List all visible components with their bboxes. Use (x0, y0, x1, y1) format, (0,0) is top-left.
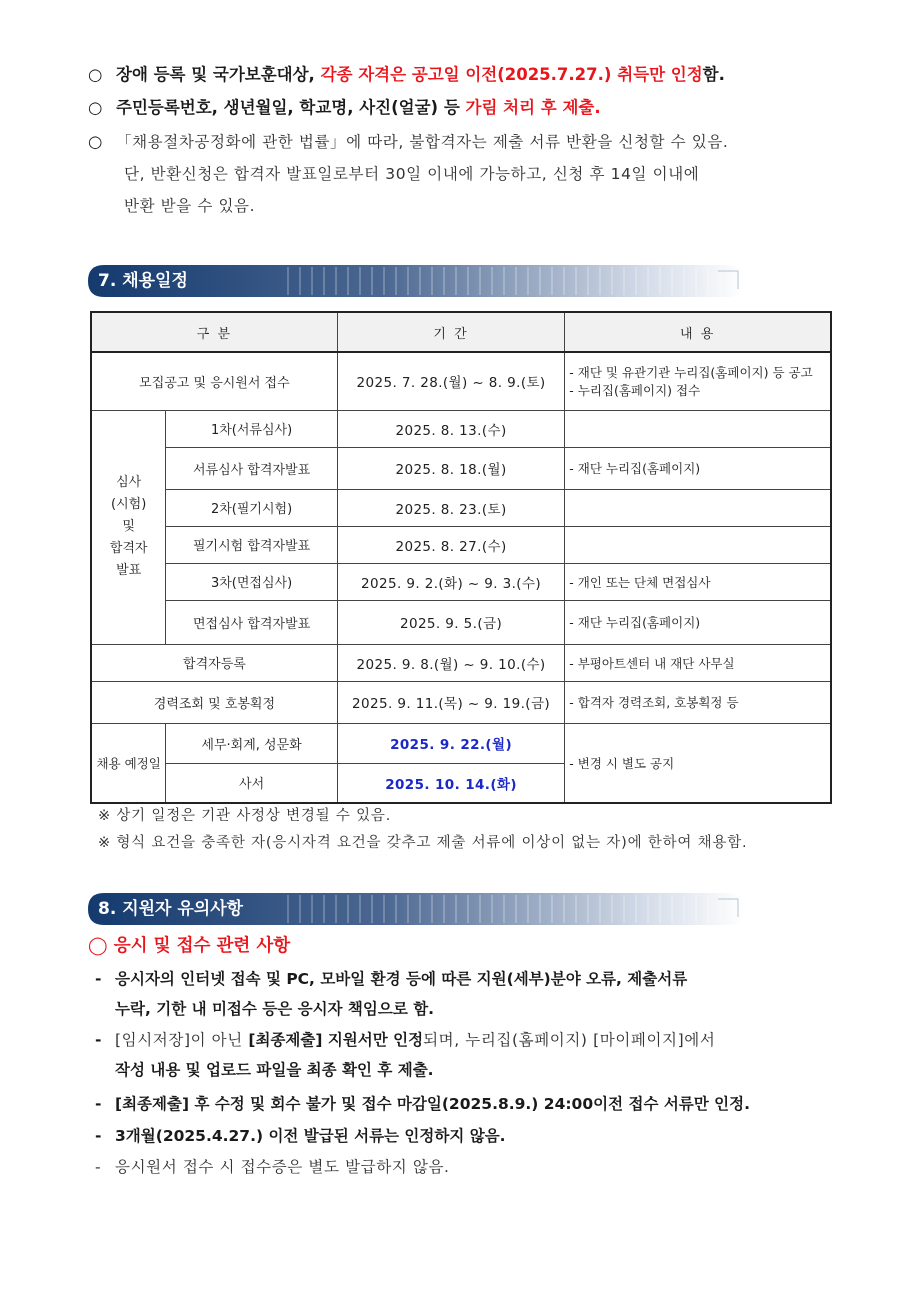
notice-text: 되며, 누리집(홈페이지) [마이페이지]에서 (423, 1031, 716, 1049)
row-label (91, 723, 166, 803)
content-cell: - 재단 누리집(홈페이지) (565, 447, 831, 489)
content-cell: - 변경 시 별도 공지 (565, 723, 831, 803)
period-cell: 2025. 9. 8.(월) ~ 9. 10.(수) (337, 644, 564, 681)
notice-text-bold: [최종제출] 지원서만 인정 (248, 1031, 424, 1049)
content-cell: - 개인 또는 단체 면접심사 (565, 563, 831, 600)
bullet-continuation: 단, 반환신청은 합격자 발표일로부터 30일 이내에 가능하고, 신청 후 14일 이내에 (124, 165, 700, 183)
bullet-text: 함. (702, 65, 725, 84)
notice-text: 3개월(2025.4.27.) 이전 발급된 서류는 인정하지 않음. (115, 1127, 506, 1145)
group-label-cell (91, 410, 166, 644)
bullet-text: 장애 등록 및 국가보훈대상, (116, 65, 321, 84)
sub-label: 사서 (166, 763, 338, 803)
table-row (91, 352, 831, 410)
column-header: 구 분 (91, 312, 337, 352)
table-row (91, 681, 831, 723)
section-8-title-bar (88, 893, 744, 925)
period-cell: 2025. 9. 11.(목) ~ 9. 19.(금) (337, 681, 564, 723)
content-cell (565, 489, 831, 526)
row-label: 면접심사 합격자발표 (166, 600, 338, 644)
bullet-text: 주민등록번호, 생년월일, 학교명, 사진(얼굴) 등 (116, 98, 466, 117)
period-cell-highlight: 2025. 10. 14.(화) (337, 763, 564, 803)
section-title: 8. 지원자 유의사항 (98, 899, 244, 919)
period-cell: 2025. 9. 5.(금) (337, 600, 564, 644)
notice-text: 누락, 기한 내 미접수 등은 응시자 책임으로 함. (115, 1000, 435, 1018)
row-label: 3차(면접심사) (166, 563, 338, 600)
notice-text: 작성 내용 및 업로드 파일을 최종 확인 후 제출. (115, 1061, 434, 1079)
row-label: 경력조회 및 호봉획정 (91, 681, 337, 723)
content-cell: - 부평아트센터 내 재단 사무실 (565, 644, 831, 681)
row-label: 합격자등록 (91, 644, 337, 681)
row-label: 1차(서류심사) (166, 410, 338, 447)
bullet-continuation: 반환 받을 수 있음. (124, 197, 256, 215)
dash-bullet: - (95, 1095, 102, 1113)
period-cell: 2025. 8. 23.(토) (337, 489, 564, 526)
notice-text: 응시자의 인터넷 접속 및 PC, 모바일 환경 등에 따른 지원(세부)분야 오류, 제출서류 (115, 970, 688, 988)
dash-bullet: - (95, 1158, 102, 1176)
content-cell: - 재단 누리집(홈페이지) (565, 600, 831, 644)
dash-bullet: - (95, 970, 102, 988)
bullet-highlight: 각종 자격은 공고일 이전(2025.7.27.) 취득만 인정 (320, 65, 703, 84)
dash-bullet: - (95, 1127, 102, 1145)
content-cell (565, 410, 831, 447)
notice-text: [임시저장]이 아닌 (115, 1031, 249, 1049)
period-cell: 2025. 8. 27.(수) (337, 526, 564, 563)
content-cell (565, 526, 831, 563)
notice-text: 응시원서 접수 시 접수증은 별도 발급하지 않음. (115, 1158, 450, 1176)
table-row (91, 526, 831, 563)
column-header: 기 간 (337, 312, 564, 352)
table-row (91, 644, 831, 681)
bullet-text: 「채용절차공정화에 관한 법률」에 따라, 불합격자는 제출 서류 반환을 신청할 수 있음. (116, 133, 729, 151)
notice-text: [최종제출] 후 수정 및 회수 불가 및 접수 마감일(2025.8.9.) 24:00이전 접수 서류만 인정. (115, 1095, 750, 1113)
intro-bullet-2 (88, 94, 848, 122)
table-row (91, 563, 831, 600)
group-label-line: 합격자 (109, 541, 148, 556)
period-cell: 2025. 9. 2.(화) ~ 9. 3.(수) (337, 563, 564, 600)
table-row (91, 410, 831, 447)
schedule-table (90, 311, 832, 804)
notice-item-1 (95, 966, 855, 1022)
notice-item-4 (95, 1123, 855, 1149)
circle-bullet-icon: ○ (88, 132, 103, 151)
table-row (91, 489, 831, 526)
circle-bullet-icon: ○ (88, 98, 103, 117)
table-row (91, 600, 831, 644)
circle-bullet-icon: ○ (88, 65, 103, 84)
subsection-heading-text: 응시 및 접수 관련 사항 (113, 936, 291, 956)
row-label: 2차(필기시험) (166, 489, 338, 526)
content-line: - 누리집(홈페이지) 접수 (569, 383, 701, 399)
section-title: 7. 채용일정 (98, 271, 188, 291)
period-cell-highlight: 2025. 9. 22.(월) (337, 723, 564, 763)
sub-label: 세무·회계, 성문화 (166, 723, 338, 763)
row-label-text: 채용 예정일 (96, 755, 161, 771)
group-label-line: 및 (122, 519, 135, 534)
table-row (91, 447, 831, 489)
subsection-heading (88, 932, 290, 957)
row-label: 필기시험 합격자발표 (166, 526, 338, 563)
group-label-line: 심사 (116, 475, 142, 490)
content-cell (565, 352, 831, 410)
period-cell: 2025. 8. 13.(수) (337, 410, 564, 447)
intro-bullet-3 (88, 128, 848, 220)
notice-item-3 (95, 1091, 855, 1117)
table-row (91, 723, 831, 763)
bullet-highlight: 가림 처리 후 제출. (465, 98, 601, 117)
content-line: - 재단 및 유관기관 누리집(홈페이지) 등 공고 (569, 365, 813, 381)
period-cell: 2025. 8. 18.(월) (337, 447, 564, 489)
column-header: 내 용 (565, 312, 831, 352)
schedule-note: ※ 상기 일정은 기관 사정상 변경될 수 있음. (98, 808, 392, 824)
row-label: 모집공고 및 응시원서 접수 (91, 352, 337, 410)
period-cell: 2025. 7. 28.(월) ~ 8. 9.(토) (337, 352, 564, 410)
schedule-note: ※ 형식 요건을 충족한 자(응시자격 요건을 갖추고 제출 서류에 이상이 없는 자)에 한하여 채용함. (98, 835, 748, 851)
circle-outline-icon: ◯ (88, 936, 108, 956)
section-7-title-bar (88, 265, 744, 297)
intro-bullet-1 (88, 61, 848, 89)
notice-item-5 (95, 1154, 855, 1180)
notice-item-2 (95, 1027, 855, 1083)
group-label-line: (시험) (111, 497, 147, 512)
table-header-row (91, 312, 831, 352)
content-cell: - 합격자 경력조회, 호봉획정 등 (565, 681, 831, 723)
dash-bullet: - (95, 1031, 102, 1049)
row-label: 서류심사 합격자발표 (166, 447, 338, 489)
group-label-line: 발표 (116, 563, 142, 578)
